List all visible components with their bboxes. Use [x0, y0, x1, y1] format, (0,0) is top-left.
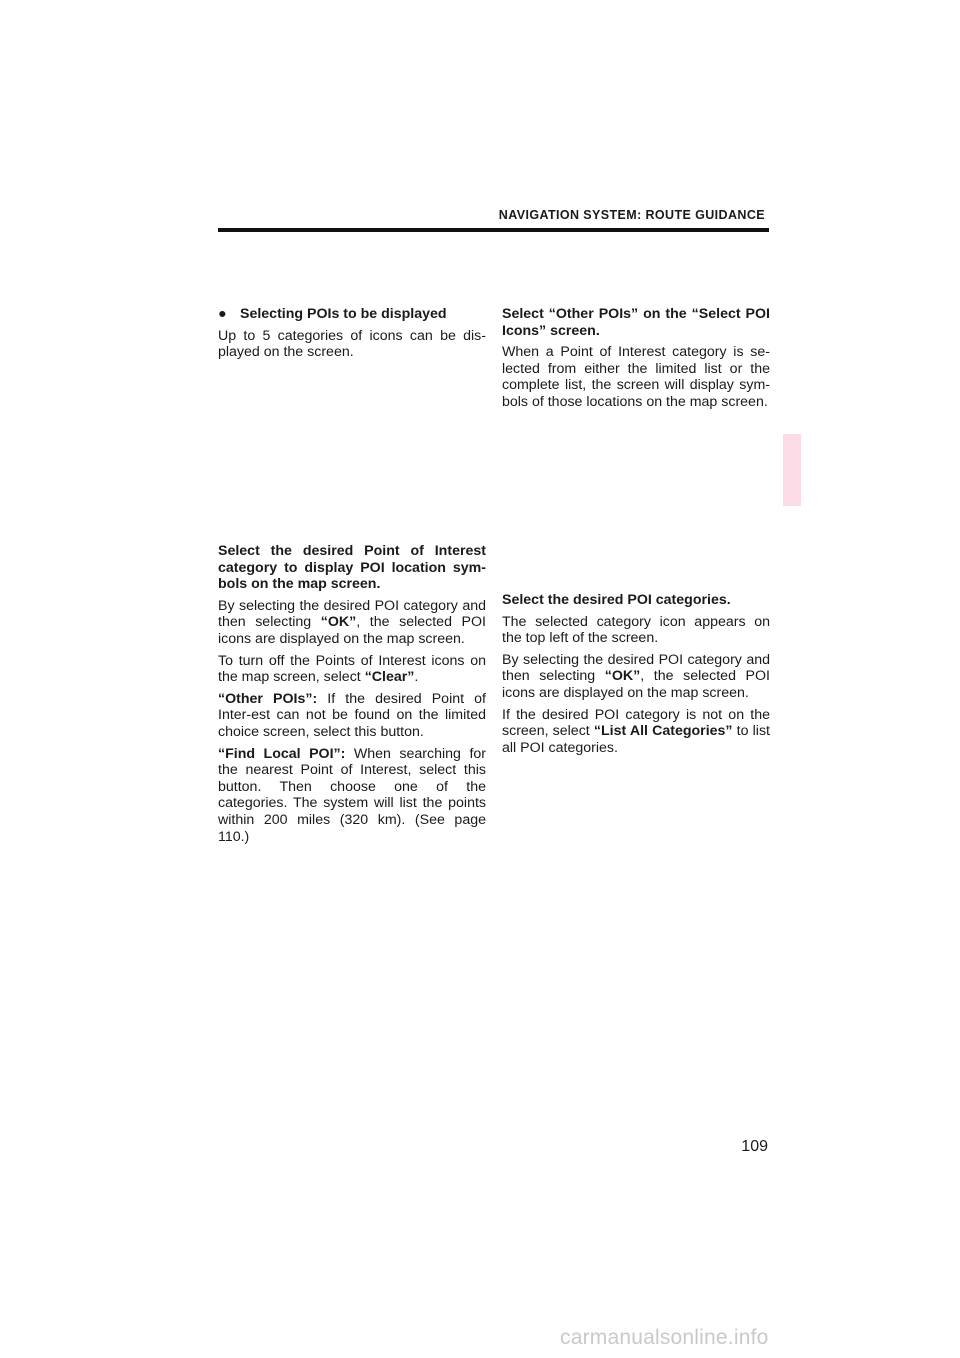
text: , the selected POI icons are displayed on the map screen.: [218, 614, 486, 647]
find-local-poi-term: “Find Local POI”:: [218, 745, 346, 762]
subsection-heading: [218, 306, 486, 323]
instruction-heading: Select “Other POIs” on the “Select POI Icons” screen.: [502, 306, 770, 339]
text: to list all POI categories.: [502, 723, 770, 756]
paragraph: The selected category icon appears on the top left of the screen.: [502, 613, 770, 647]
text: If the desired Point of Inter-est can not be found on the limited choice screen, select this button.: [218, 690, 486, 740]
header-rule: [218, 228, 769, 232]
paragraph: When a Point of Interest category is se-lected from either the limited list or the complete list, the screen will display sym-bols of those locations on the map screen.: [502, 344, 770, 410]
paragraph-ok: [218, 598, 486, 648]
paragraph-find-local-poi: [218, 746, 486, 846]
left-section-selecting-pois: [218, 306, 486, 366]
clear-term: “Clear”: [364, 669, 415, 686]
watermark: carmanualsonline.info: [560, 1326, 769, 1349]
ok-term: “OK”: [320, 614, 357, 631]
instruction-heading: Select the desired Point of Interest category to display POI location sym-bols on the map screen.: [218, 543, 486, 593]
text: To turn off the Points of Interest icons on the map screen, select: [218, 652, 486, 686]
running-header: NAVIGATION SYSTEM: ROUTE GUIDANCE: [498, 208, 765, 222]
instruction-heading: Select the desired POI categories.: [502, 592, 731, 608]
text: .: [414, 669, 419, 686]
paragraph-other-pois: [218, 691, 486, 741]
text: By selecting the desired POI category and then selecting: [218, 597, 486, 631]
paragraph-clear: [218, 653, 486, 686]
right-section-select-categories: [502, 592, 770, 761]
other-pois-term: “Other POIs”:: [218, 690, 318, 707]
paragraph: Up to 5 categories of icons can be dis-played on the screen.: [218, 327, 486, 361]
left-section-select-poi-category: [218, 543, 486, 850]
text: , the selected POI icons are displayed on the map screen.: [502, 668, 770, 701]
subsection-heading-text: Selecting POIs to be displayed: [240, 306, 447, 322]
list-all-categories-term: “List All Categories”: [593, 723, 733, 740]
paragraph-list-all: [502, 707, 770, 757]
page-number: 109: [741, 1138, 768, 1155]
chapter-side-tab: [783, 434, 801, 506]
text: When searching for the nearest Point of Interest, select this button. Then choose one of the categories. The system will list the points within 200 miles (320 km). (See page 110.): [218, 745, 486, 845]
text: If the desired POI category is not on the screen, select: [502, 706, 770, 740]
bullet-icon: ●: [218, 306, 227, 322]
text: By selecting the desired POI category and then selecting: [502, 651, 770, 685]
right-section-other-pois: [502, 306, 770, 416]
ok-term: “OK”: [604, 668, 641, 685]
paragraph-ok: [502, 652, 770, 702]
